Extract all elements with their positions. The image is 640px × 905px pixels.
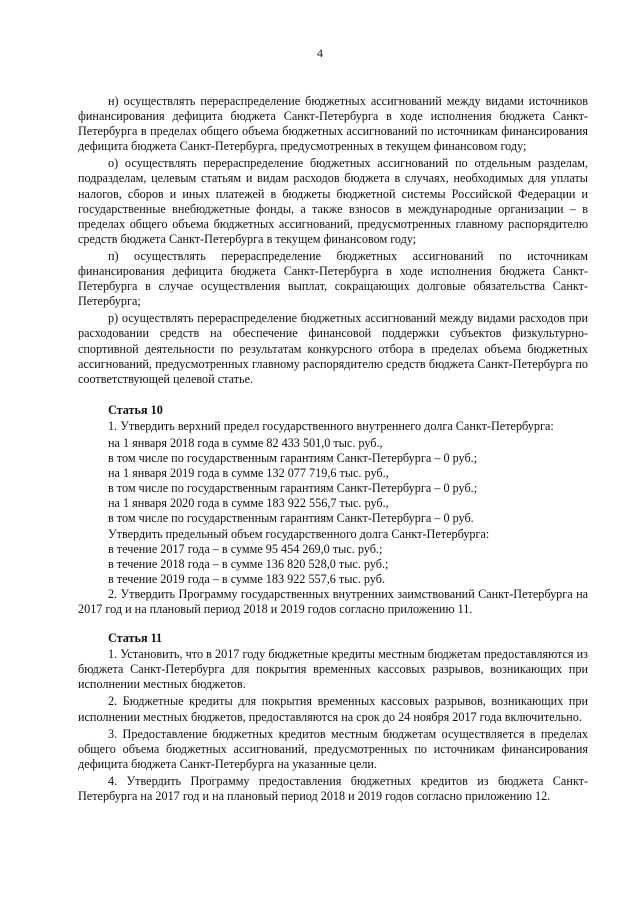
article-11-item-2: 2. Бюджетные кредиты для покрытия временных кассовых разрывов, возникающих при исполнении местных бюджетов, предоставляются на срок до 24 ноября 2017 года включительно. <box>78 694 588 724</box>
debt-limit-line: на 1 января 2019 года в сумме 132 077 719,6 тыс. руб., <box>108 466 389 481</box>
document-body <box>78 94 588 806</box>
article-10-item-2: 2. Утвердить Программу государственных внутренних заимствований Санкт-Петербурга на 2017 год и на плановый период 2018 и 2019 годов согласно приложению 11. <box>78 586 588 616</box>
clause-n: н) осуществлять перераспределение бюджетных ассигнований между видами источников финансирования дефицита бюджета Санкт-Петербурга в ходе исполнения бюджета Санкт-Петербурга в пределах общего объема бюджетных ассигнований по источникам финансирования дефицита бюджета Санкт-Петербурга, предусмотренных в текущем финансовом году; <box>78 94 588 154</box>
clause-o: о) осуществлять перераспределение бюджетных ассигнований по отдельным разделам, подразделам, целевым статьям и видам расходов бюджета в случаях, необходимых для уплаты налогов, сборов и иных платежей в бюджеты бюджетной системы Российской Федерации и государственные внебюджетные фонды, а также взносов в международные организации – в пределах общего объема бюджетных ассигнований, предусмотренных главному распорядителю средств бюджета Санкт-Петербурга в текущем финансовом году; <box>78 156 588 246</box>
debt-volume-line: в течение 2018 года – в сумме 136 820 528,0 тыс. руб.; <box>108 556 389 571</box>
page-number: 4 <box>317 46 323 60</box>
debt-limit-line: в том числе по государственным гарантиям Санкт-Петербурга – 0 руб.; <box>108 481 478 496</box>
clause-p: п) осуществлять перераспределение бюджетных ассигнований по источникам финансирования дефицита бюджета Санкт-Петербурга в ходе исполнения бюджета Санкт-Петербурга в случае осуществления выплат, сокращающих долговые обязательства Санкт-Петербурга; <box>78 248 588 309</box>
article-11-heading: Статья 11 <box>108 631 163 646</box>
article-10-item-1: 1. Утвердить верхний предел государственного внутреннего долга Санкт-Петербурга: <box>108 418 554 433</box>
debt-volume-intro: Утвердить предельный объем государственного долга Санкт-Петербурга: <box>108 526 490 541</box>
debt-limit-line: в том числе по государственным гарантиям Санкт-Петербурга – 0 руб. <box>108 511 474 526</box>
debt-volume-line: в течение 2019 года – в сумме 183 922 557,6 тыс. руб. <box>108 571 386 586</box>
debt-volume-line: в течение 2017 года – в сумме 95 454 269,0 тыс. руб.; <box>108 541 383 556</box>
clause-r: р) осуществлять перераспределение бюджетных ассигнований между видами расходов при расходовании средств на обеспечение финансовой поддержки субъектов физкультурно-спортивной деятельности по результатам конкурсного отбора в пределах объема бюджетных ассигнований, предусмотренных главному распорядителю средств бюджета Санкт-Петербурга по соответствующей целевой статье. <box>78 311 588 386</box>
debt-limit-line: на 1 января 2018 года в сумме 82 433 501,0 тыс. руб., <box>108 435 383 450</box>
article-11-item-4: 4. Утвердить Программу предоставления бюджетных кредитов из бюджета Санкт-Петербурга на 2017 год и на плановый период 2018 и 2019 годов согласно приложению 12. <box>78 773 588 804</box>
article-11-item-1: 1. Установить, что в 2017 году бюджетные кредиты местным бюджетам предоставляются из бюджета Санкт-Петербурга для покрытия временных кассовых разрывов, возникающих при исполнении местных бюджетов. <box>78 647 588 692</box>
article-11-item-3: 3. Предоставление бюджетных кредитов местным бюджетам осуществляется в пределах общего объема бюджетных ассигнований, предусмотренных по источникам финансирования дефицита бюджета Санкт-Петербурга на указанные цели. <box>78 726 588 771</box>
article-10-heading: Статья 10 <box>108 402 163 417</box>
debt-limit-line: на 1 января 2020 года в сумме 183 922 556,7 тыс. руб., <box>108 496 389 511</box>
debt-limit-line: в том числе по государственным гарантиям Санкт-Петербурга – 0 руб.; <box>108 451 478 466</box>
